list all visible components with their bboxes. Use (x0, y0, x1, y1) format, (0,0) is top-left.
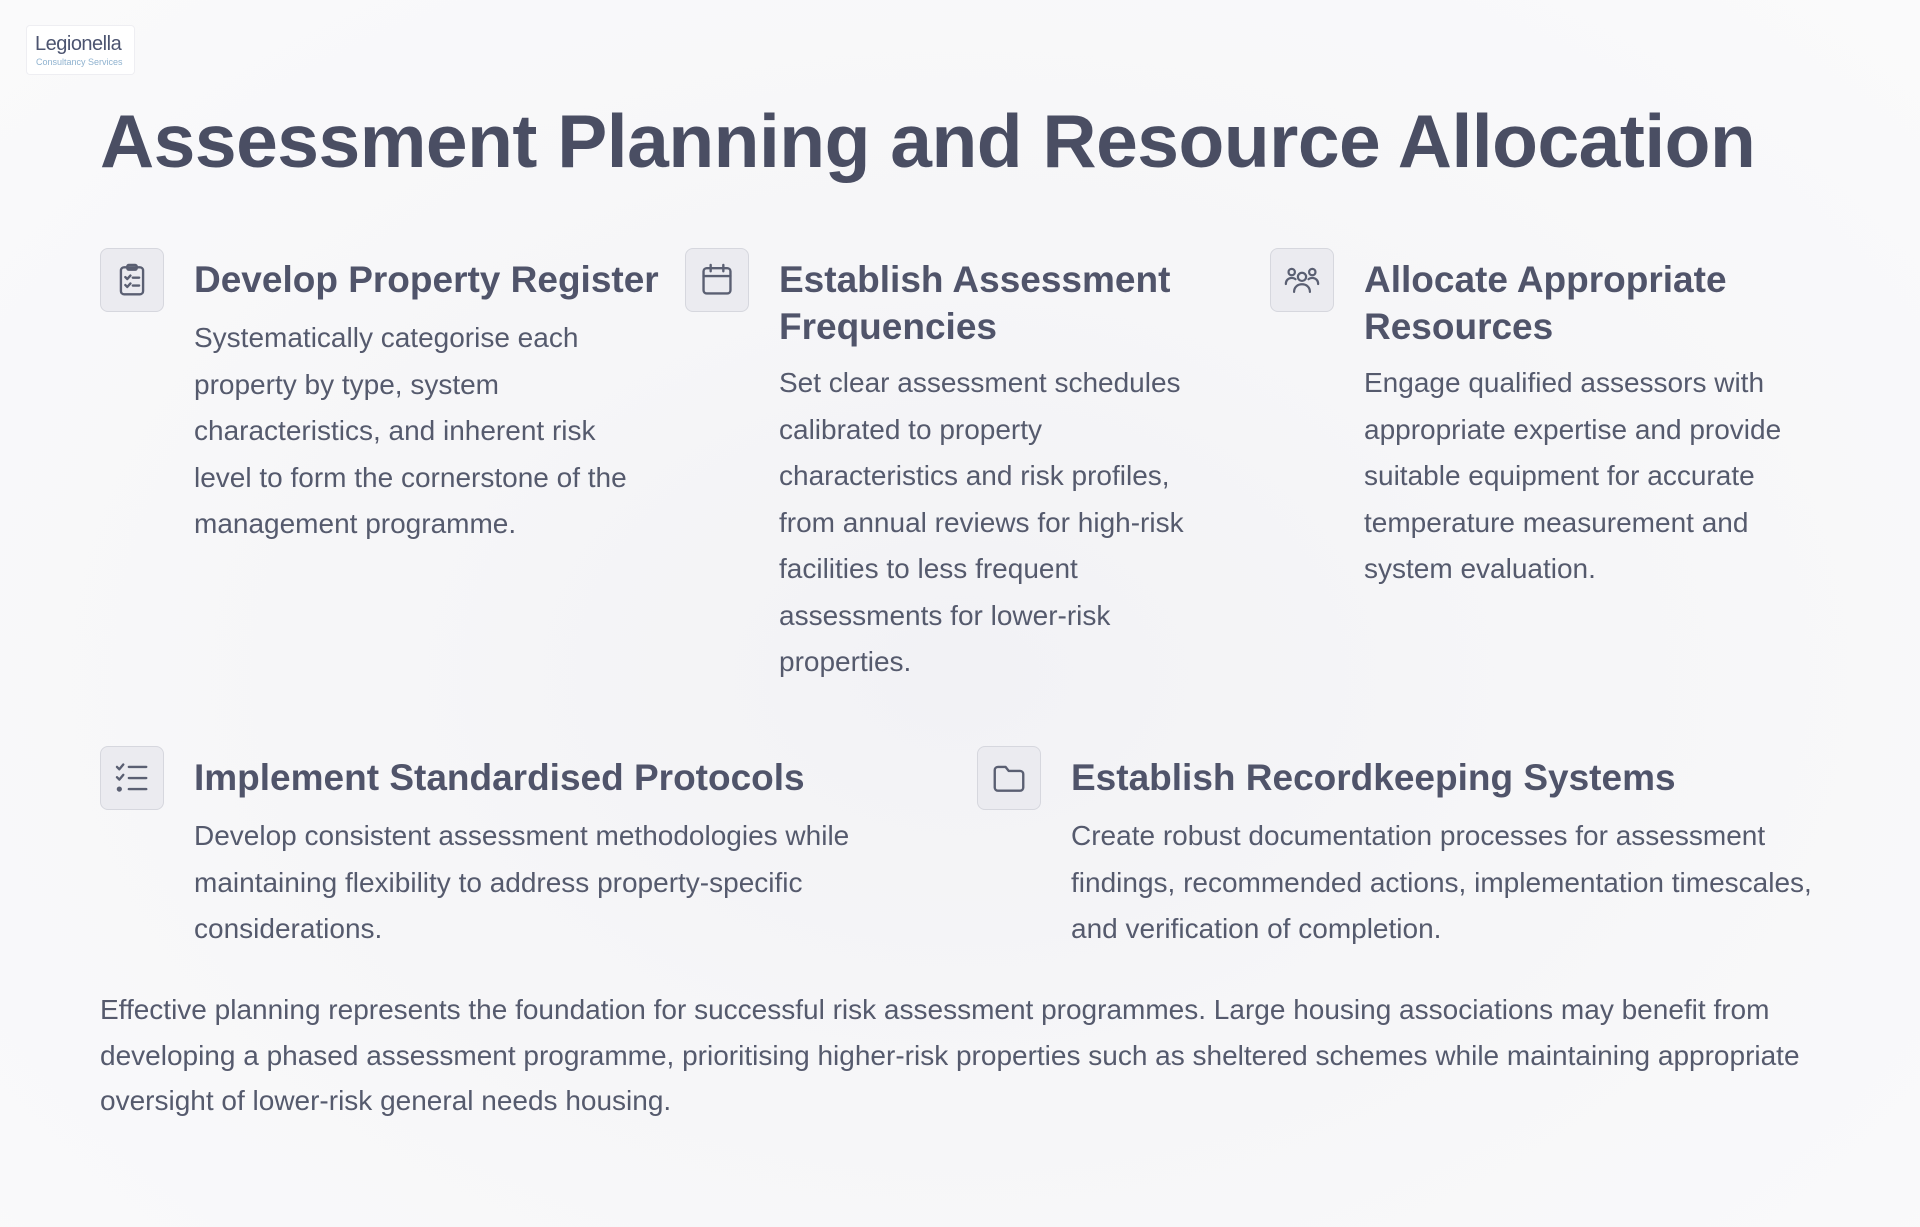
feature-title: Implement Standardised Protocols (194, 757, 805, 798)
feature-description: Set clear assessment schedules calibrated to property characteristics and risk profiles, from annual reviews for high-risk facilities to less frequent assessments for lower-risk properties. (779, 367, 1184, 677)
logo-name: Legionella (35, 33, 122, 55)
feature-description: Create robust documentation processes for assessment findings, recommended actions, implementation timescales, and verification of completion. (1071, 820, 1812, 944)
page-title: Assessment Planning and Resource Allocation (100, 99, 1756, 183)
feature-description: Develop consistent assessment methodologies while maintaining flexibility to address property-specific considerations. (194, 820, 850, 944)
logo-tagline: Consultancy Services (36, 57, 123, 67)
company-logo (27, 26, 134, 74)
checklist-icon (100, 746, 164, 810)
feature-description: Engage qualified assessors with appropriate expertise and provide suitable equipment for accurate temperature measurement and system evaluation. (1364, 367, 1782, 584)
feature-title: Allocate Appropriate Resources (1364, 259, 1727, 347)
feature-description: Systematically categorise each property by type, system characteristics, and inherent risk level to form the cornerstone of the management programme. (194, 322, 627, 539)
feature-title: Develop Property Register (194, 259, 659, 300)
feature-title: Establish Assessment Frequencies (779, 259, 1171, 347)
summary-paragraph: Effective planning represents the foundation for successful risk assessment programmes. Large housing associations may benefit from developing a phased assessment programme, prioritising higher-risk properties such as sheltered schemes while maintaining appropriate oversight of lower-risk general needs housing. (100, 994, 1800, 1116)
clipboard-checklist-icon (100, 248, 164, 312)
folder-icon (977, 746, 1041, 810)
feature-title: Establish Recordkeeping Systems (1071, 757, 1676, 798)
users-group-icon (1270, 248, 1334, 312)
calendar-icon (685, 248, 749, 312)
